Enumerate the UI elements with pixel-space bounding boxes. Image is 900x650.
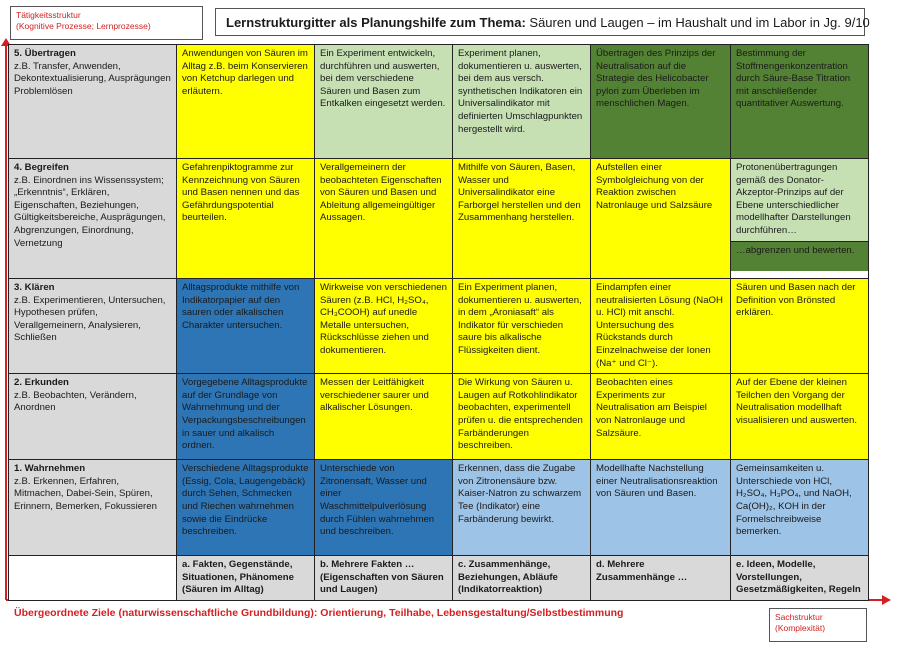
grid-cell: Bestimmung der Stoffmengenkonzentration durch Säure-Base Titration mit anschließender quantitativer Auswertung. (731, 45, 869, 159)
grid-cell: Verallgemeinern der beobachteten Eigenschaften von Säuren und Basen und Ableitung allgemeingültiger Aussagen. (315, 159, 453, 279)
activity-structure-subtitle: (Kognitive Prozesse; Lernprozesse) (16, 21, 151, 31)
row-detail: z.B. Experimentieren, Untersuchen, Hypothesen prüfen, Verallgemeinern, Analysieren, Schließen (14, 294, 166, 344)
category-cell: a. Fakten, Gegenstände, Situationen, Phänomene (Säuren im Alltag) (177, 556, 315, 601)
grid-cell: Erkennen, dass die Zugabe von Zitronensäure bzw. Kaiser-Natron zu schwarzem Tee (Indikator) eine Farbänderung bewirkt. (453, 460, 591, 556)
overarching-goals: Übergeordnete Ziele (naturwissenschaftliche Grundbildung): Orientierung, Teilhabe, Lebensgestaltung/Selbstbestimmung (14, 607, 624, 619)
category-corner-cell (9, 556, 177, 601)
grid-cell: Verschiedene Alltagsprodukte (Essig, Cola, Laugengebäck) durch Sehen, Schmecken und Riechen wahrnehmen sowie die Eindrücke beschreiben. (177, 460, 315, 556)
grid-cell: Anwendungen von Säuren im Alltag z.B. beim Konservieren von Ketchup darlegen und erläutern. (177, 45, 315, 159)
row-heading-cell (9, 45, 177, 159)
vertical-axis-line (5, 42, 7, 600)
grid-cell: Aufstellen einer Symbolgleichung von der Reaktion zwischen Natronlauge und Salzsäure (591, 159, 731, 279)
grid-cell: Experiment planen, dokumentieren u. auswerten, bei dem aus versch. synthetischen Indikatoren ein Universalindikator mit definierten Umschlagpunkten hergestellt wird. (453, 45, 591, 159)
grid-cell: Eindampfen einer neutralisierten Lösung (NaOH u. HCl) mit anschl. Untersuchung des Rückstands durch Einzelnachweise der Ionen (Na⁺ und Cl⁻). (591, 279, 731, 374)
category-cell: b. Mehrere Fakten … (Eigenschaften von Säuren und Laugen) (315, 556, 453, 601)
activity-structure-label (10, 6, 203, 40)
activity-structure-title: Tätigkeitsstruktur (16, 10, 81, 20)
page-title-rest: Säuren und Laugen – im Haushalt und im Labor in Jg. 9/10 (525, 15, 870, 30)
grid-cell: Gemeinsamkeiten u. Unterschiede von HCl, H₂SO₄, H₃PO₄, und NaOH, Ca(OH)₂, KOH in der Formelschreibweise bemerken. (731, 460, 869, 556)
grid-cell: Ein Experiment entwickeln, durchführen und auswerten, bei dem verschiedene Säuren und Basen zum Entkalken eingesetzt werden. (315, 45, 453, 159)
grid-cell: Übertragen des Prinzips der Neutralisation auf die Strategie des Helicobacter pylori zum Überleben im menschlichen Magen. (591, 45, 731, 159)
subject-structure-title: Sachstruktur (775, 612, 823, 622)
row-heading-cell (9, 279, 177, 374)
row-heading: 5. Übertragen (14, 48, 76, 59)
grid-cell: Mithilfe von Säuren, Basen, Wasser und Universalindikator eine Farborgel herstellen und den Zusammenhang herstellen. (453, 159, 591, 279)
grid-row-4 (9, 159, 869, 279)
row-detail: z.B. Erkennen, Erfahren, Mitmachen, Dabei-Sein, Spüren, Erinnern, Bemerken, Fokussieren (14, 475, 157, 512)
row-heading-cell (9, 460, 177, 556)
row-heading-cell (9, 159, 177, 279)
horizontal-axis-arrow-icon (882, 595, 891, 605)
grid-cell: Die Wirkung von Säuren u. Laugen auf Rotkohlindikator beobachten, experimentell prüfen u. die entsprechenden Farbänderungen beschreiben. (453, 374, 591, 460)
grid-row-5 (9, 45, 869, 159)
grid-cell: Ein Experiment planen, dokumentieren u. auswerten, in dem „Aroniasaft“ als Indikator für verschieden saure bis alkalische Flüssigkeiten dient. (453, 279, 591, 374)
grid-cell: Beobachten eines Experiments zur Neutralisation am Beispiel von Natronlauge und Salzsäure. (591, 374, 731, 460)
row-heading: 3. Klären (14, 282, 55, 293)
row-detail: z.B. Einordnen ins Wissenssystem; „Erkenntnis“, Erklären, Eigenschaften, Beziehungen, Gültigkeitsbereiche, Ausprägungen, Abgrenzungen, Einordnung, Vernetzung (14, 174, 166, 249)
category-row (9, 556, 869, 601)
grid-cell: Säuren und Basen nach der Definition von Brönsted erklären. (731, 279, 869, 374)
grid-cell: Modellhafte Nachstellung einer Neutralisationsreaktion von Säuren und Basen. (591, 460, 731, 556)
grid-row-1 (9, 460, 869, 556)
category-cell: e. Ideen, Modelle, Vorstellungen, Gesetzmäßigkeiten, Regeln (731, 556, 869, 601)
row-detail: z.B. Transfer, Anwenden, Dekontextualisierung, Ausprägungen Problemlösen (14, 60, 171, 97)
category-cell: d. Mehrere Zusammenhänge … (591, 556, 731, 601)
grid-row-2 (9, 374, 869, 460)
page-title-bold: Lernstrukturgitter als Planungshilfe zum Thema: (226, 15, 526, 30)
grid-cell: Messen der Leitfähigkeit verschiedener saurer und alkalischer Lösungen. (315, 374, 453, 460)
learning-structure-grid (8, 44, 869, 601)
grid-cell: Auf der Ebene der kleinen Teilchen den Vorgang der Neutralisation modellhaft visualisieren und auswerten. (731, 374, 869, 460)
grid-cell-bottom: …abgrenzen und bewerten. (731, 241, 868, 271)
grid-cell: Wirkweise von verschiedenen Säuren (z.B. HCl, H₂SO₄, CH₃COOH) auf unedle Metalle untersuchen, Rückschlüsse ziehen und dokumentieren. (315, 279, 453, 374)
row-heading: 4. Begreifen (14, 162, 69, 173)
row-detail: z.B. Beobachten, Verändern, Anordnen (14, 389, 137, 414)
grid-row-3 (9, 279, 869, 374)
row-heading-cell (9, 374, 177, 460)
grid-cell: Unterschiede von Zitronensaft, Wasser und einer Waschmittelpulverlösung durch Fühlen wahrnehmen und beschreiben. (315, 460, 453, 556)
subject-structure-subtitle: (Komplexität) (775, 623, 826, 633)
row-heading: 1. Wahrnehmen (14, 463, 86, 475)
grid-cell: Alltagsprodukte mithilfe von Indikatorpapier auf den sauren oder alkalischen Charakter untersuchen. (177, 279, 315, 374)
grid-cell: Vorgegebene Alltagsprodukte auf der Grundlage von Wahrnehmung und der Verpackungsbeschreibungen in sauer und alkalisch ordnen. (177, 374, 315, 460)
grid-cell-top: Protonenübertragungen gemäß des Donator-Akzeptor-Prinzips auf der Ebene unterschiedlicher modellhafter Darstellungen durchführen… (731, 159, 868, 241)
grid-cell: Gefahrenpiktogramme zur Kennzeichnung von Säuren und Basen nennen und das Gefährdungspotential beurteilen. (177, 159, 315, 279)
page-title (215, 8, 870, 36)
grid-cell-split (731, 159, 869, 279)
subject-structure-label (769, 608, 867, 642)
row-heading: 2. Erkunden (14, 377, 69, 389)
category-cell: c. Zusammenhänge, Beziehungen, Abläufe (Indikatorreaktion) (453, 556, 591, 601)
